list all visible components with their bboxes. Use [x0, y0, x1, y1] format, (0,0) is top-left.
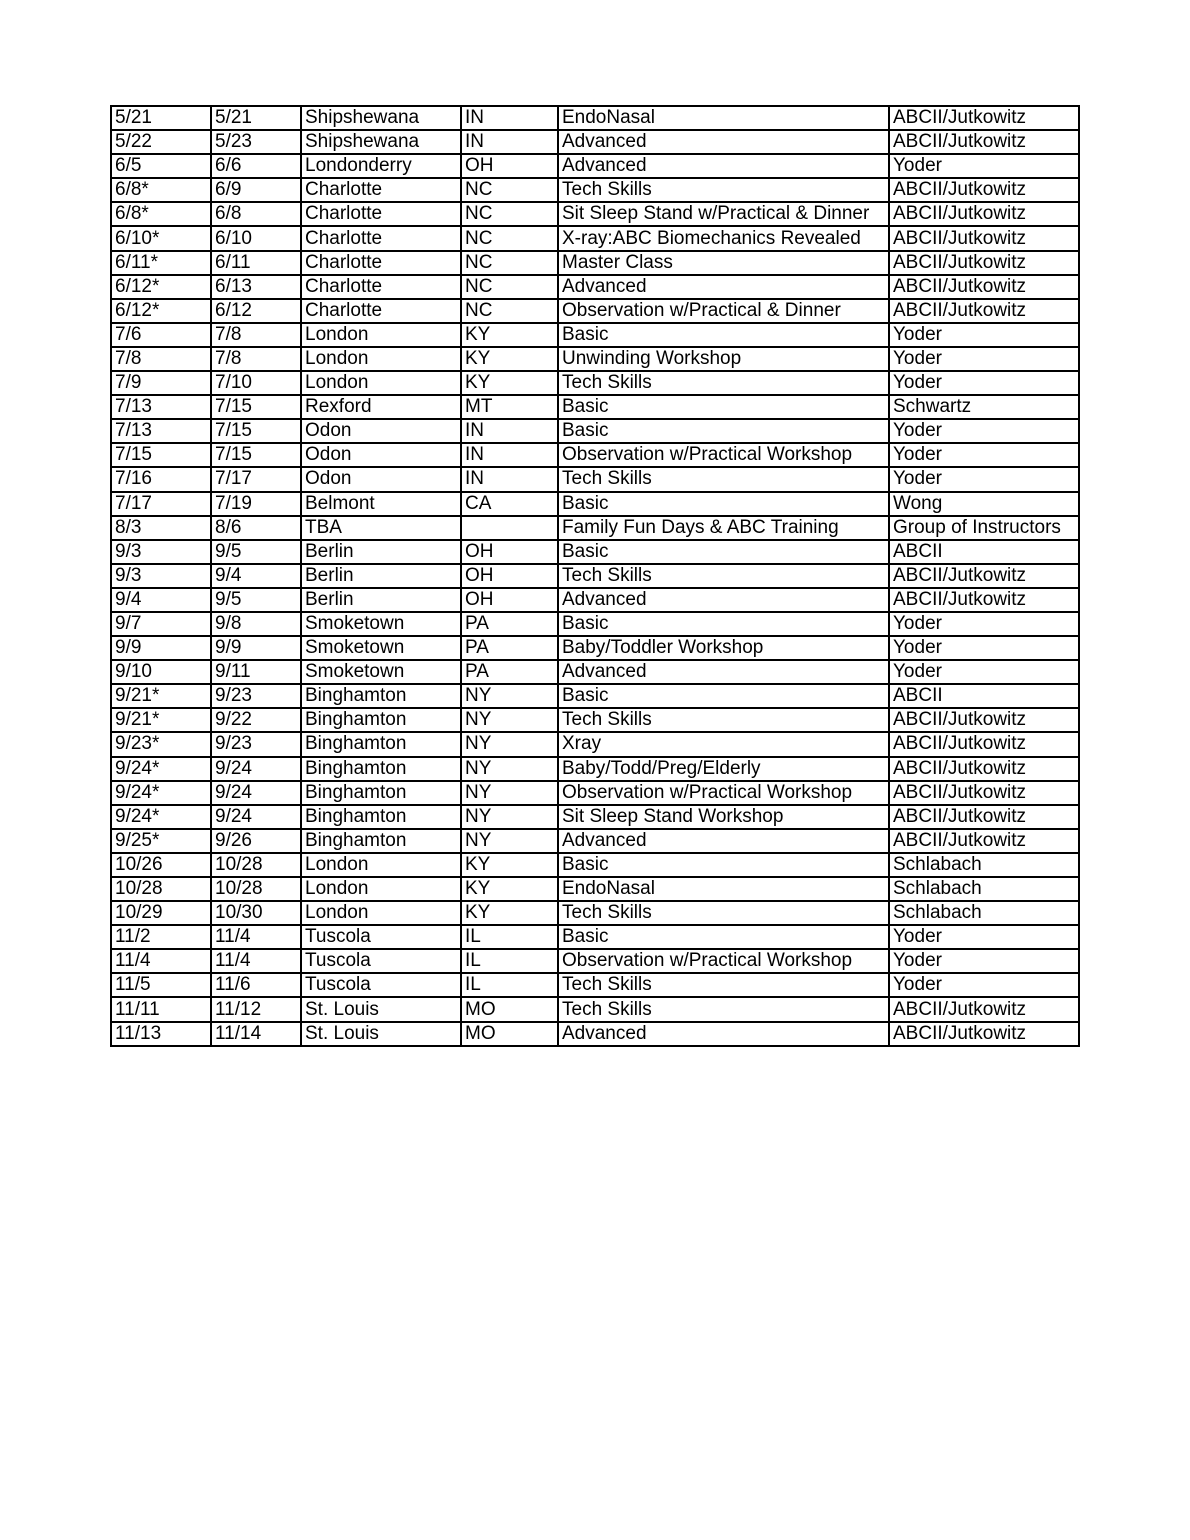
end-date-cell: 7/8: [211, 323, 301, 347]
start-date-cell: 9/3: [111, 564, 211, 588]
table-row: [111, 347, 1079, 371]
instructor-cell: ABCII/Jutkowitz: [889, 202, 1079, 226]
course-cell: Basic: [558, 612, 889, 636]
course-cell: Advanced: [558, 275, 889, 299]
state-cell: KY: [461, 853, 558, 877]
start-date-cell: 11/11: [111, 997, 211, 1021]
state-cell: NC: [461, 251, 558, 275]
course-cell: Master Class: [558, 251, 889, 275]
city-cell: St. Louis: [301, 997, 461, 1021]
instructor-cell: Yoder: [889, 154, 1079, 178]
state-cell: CA: [461, 492, 558, 516]
state-cell: KY: [461, 323, 558, 347]
city-cell: Binghamton: [301, 732, 461, 756]
start-date-cell: 7/8: [111, 347, 211, 371]
instructor-cell: ABCII/Jutkowitz: [889, 757, 1079, 781]
start-date-cell: 9/3: [111, 540, 211, 564]
course-cell: Tech Skills: [558, 901, 889, 925]
instructor-cell: Schlabach: [889, 877, 1079, 901]
city-cell: Tuscola: [301, 973, 461, 997]
instructor-cell: Yoder: [889, 371, 1079, 395]
table-row: [111, 202, 1079, 226]
start-date-cell: 9/7: [111, 612, 211, 636]
city-cell: Tuscola: [301, 949, 461, 973]
instructor-cell: Schlabach: [889, 853, 1079, 877]
end-date-cell: 7/15: [211, 419, 301, 443]
end-date-cell: 7/8: [211, 347, 301, 371]
state-cell: NY: [461, 781, 558, 805]
end-date-cell: 6/13: [211, 275, 301, 299]
course-cell: Basic: [558, 492, 889, 516]
start-date-cell: 11/4: [111, 949, 211, 973]
end-date-cell: 7/17: [211, 467, 301, 491]
table-row: [111, 877, 1079, 901]
course-cell: Observation w/Practical Workshop: [558, 949, 889, 973]
table-row: [111, 226, 1079, 250]
state-cell: NC: [461, 202, 558, 226]
table-row: [111, 130, 1079, 154]
city-cell: Berlin: [301, 540, 461, 564]
instructor-cell: Group of Instructors: [889, 516, 1079, 540]
state-cell: OH: [461, 540, 558, 564]
course-cell: Basic: [558, 684, 889, 708]
start-date-cell: 9/9: [111, 636, 211, 660]
city-cell: Charlotte: [301, 178, 461, 202]
instructor-cell: Schwartz: [889, 395, 1079, 419]
state-cell: PA: [461, 612, 558, 636]
end-date-cell: 9/24: [211, 781, 301, 805]
city-cell: London: [301, 877, 461, 901]
end-date-cell: 11/12: [211, 997, 301, 1021]
start-date-cell: 5/21: [111, 106, 211, 130]
course-cell: Advanced: [558, 829, 889, 853]
start-date-cell: 6/8*: [111, 178, 211, 202]
start-date-cell: 7/13: [111, 419, 211, 443]
start-date-cell: 9/24*: [111, 805, 211, 829]
course-cell: Baby/Todd/Preg/Elderly: [558, 757, 889, 781]
instructor-cell: Yoder: [889, 949, 1079, 973]
state-cell: NY: [461, 684, 558, 708]
end-date-cell: 8/6: [211, 516, 301, 540]
end-date-cell: 9/24: [211, 757, 301, 781]
end-date-cell: 10/28: [211, 853, 301, 877]
start-date-cell: 11/13: [111, 1022, 211, 1046]
end-date-cell: 6/12: [211, 299, 301, 323]
course-cell: EndoNasal: [558, 877, 889, 901]
instructor-cell: Schlabach: [889, 901, 1079, 925]
end-date-cell: 11/6: [211, 973, 301, 997]
city-cell: Binghamton: [301, 684, 461, 708]
start-date-cell: 6/10*: [111, 226, 211, 250]
course-cell: Tech Skills: [558, 178, 889, 202]
end-date-cell: 9/8: [211, 612, 301, 636]
table-row: [111, 516, 1079, 540]
start-date-cell: 7/16: [111, 467, 211, 491]
city-cell: Belmont: [301, 492, 461, 516]
city-cell: TBA: [301, 516, 461, 540]
end-date-cell: 9/5: [211, 588, 301, 612]
state-cell: NY: [461, 708, 558, 732]
table-row: [111, 684, 1079, 708]
course-cell: Xray: [558, 732, 889, 756]
table-row: [111, 781, 1079, 805]
course-cell: Basic: [558, 395, 889, 419]
end-date-cell: 10/28: [211, 877, 301, 901]
end-date-cell: 11/4: [211, 925, 301, 949]
instructor-cell: ABCII/Jutkowitz: [889, 997, 1079, 1021]
start-date-cell: 7/9: [111, 371, 211, 395]
city-cell: Binghamton: [301, 781, 461, 805]
course-cell: Basic: [558, 853, 889, 877]
city-cell: Odon: [301, 467, 461, 491]
city-cell: Smoketown: [301, 660, 461, 684]
city-cell: London: [301, 347, 461, 371]
city-cell: London: [301, 371, 461, 395]
table-row: [111, 492, 1079, 516]
table-row: [111, 154, 1079, 178]
table-row: [111, 805, 1079, 829]
instructor-cell: ABCII/Jutkowitz: [889, 732, 1079, 756]
end-date-cell: 7/15: [211, 395, 301, 419]
state-cell: KY: [461, 901, 558, 925]
state-cell: IN: [461, 443, 558, 467]
start-date-cell: 11/5: [111, 973, 211, 997]
city-cell: Shipshewana: [301, 106, 461, 130]
course-cell: Observation w/Practical Workshop: [558, 781, 889, 805]
instructor-cell: Yoder: [889, 612, 1079, 636]
city-cell: Odon: [301, 443, 461, 467]
state-cell: MT: [461, 395, 558, 419]
instructor-cell: ABCII/Jutkowitz: [889, 130, 1079, 154]
end-date-cell: 9/26: [211, 829, 301, 853]
schedule-table-body: [111, 106, 1079, 1046]
state-cell: NC: [461, 275, 558, 299]
start-date-cell: 10/26: [111, 853, 211, 877]
start-date-cell: 7/15: [111, 443, 211, 467]
course-cell: X-ray:ABC Biomechanics Revealed: [558, 226, 889, 250]
city-cell: London: [301, 901, 461, 925]
table-row: [111, 660, 1079, 684]
table-row: [111, 251, 1079, 275]
instructor-cell: ABCII/Jutkowitz: [889, 275, 1079, 299]
start-date-cell: 6/8*: [111, 202, 211, 226]
state-cell: IL: [461, 973, 558, 997]
state-cell: IN: [461, 106, 558, 130]
city-cell: Berlin: [301, 564, 461, 588]
start-date-cell: 10/28: [111, 877, 211, 901]
city-cell: Smoketown: [301, 612, 461, 636]
table-row: [111, 564, 1079, 588]
end-date-cell: 5/21: [211, 106, 301, 130]
end-date-cell: 9/11: [211, 660, 301, 684]
end-date-cell: 9/23: [211, 732, 301, 756]
start-date-cell: 7/13: [111, 395, 211, 419]
instructor-cell: Yoder: [889, 419, 1079, 443]
instructor-cell: Yoder: [889, 323, 1079, 347]
course-cell: Basic: [558, 925, 889, 949]
state-cell: IN: [461, 419, 558, 443]
schedule-table: [110, 105, 1080, 1047]
instructor-cell: ABCII/Jutkowitz: [889, 299, 1079, 323]
start-date-cell: 10/29: [111, 901, 211, 925]
start-date-cell: 9/23*: [111, 732, 211, 756]
city-cell: London: [301, 853, 461, 877]
table-row: [111, 901, 1079, 925]
city-cell: Binghamton: [301, 829, 461, 853]
state-cell: NY: [461, 757, 558, 781]
table-row: [111, 395, 1079, 419]
course-cell: Basic: [558, 323, 889, 347]
instructor-cell: ABCII/Jutkowitz: [889, 251, 1079, 275]
state-cell: IL: [461, 949, 558, 973]
end-date-cell: 6/11: [211, 251, 301, 275]
instructor-cell: ABCII/Jutkowitz: [889, 588, 1079, 612]
instructor-cell: ABCII/Jutkowitz: [889, 708, 1079, 732]
start-date-cell: 9/21*: [111, 684, 211, 708]
city-cell: Odon: [301, 419, 461, 443]
instructor-cell: Yoder: [889, 347, 1079, 371]
city-cell: Charlotte: [301, 275, 461, 299]
end-date-cell: 9/24: [211, 805, 301, 829]
state-cell: OH: [461, 154, 558, 178]
course-cell: Basic: [558, 419, 889, 443]
start-date-cell: 9/4: [111, 588, 211, 612]
end-date-cell: 9/22: [211, 708, 301, 732]
end-date-cell: 7/19: [211, 492, 301, 516]
start-date-cell: 6/5: [111, 154, 211, 178]
table-row: [111, 540, 1079, 564]
instructor-cell: Yoder: [889, 636, 1079, 660]
city-cell: Charlotte: [301, 299, 461, 323]
state-cell: NY: [461, 732, 558, 756]
course-cell: Tech Skills: [558, 708, 889, 732]
state-cell: MO: [461, 1022, 558, 1046]
city-cell: Berlin: [301, 588, 461, 612]
end-date-cell: 11/4: [211, 949, 301, 973]
course-cell: Basic: [558, 540, 889, 564]
start-date-cell: 9/24*: [111, 757, 211, 781]
city-cell: London: [301, 323, 461, 347]
table-row: [111, 973, 1079, 997]
course-cell: Tech Skills: [558, 564, 889, 588]
start-date-cell: 9/10: [111, 660, 211, 684]
course-cell: Advanced: [558, 154, 889, 178]
instructor-cell: ABCII/Jutkowitz: [889, 781, 1079, 805]
instructor-cell: ABCII/Jutkowitz: [889, 106, 1079, 130]
table-row: [111, 299, 1079, 323]
state-cell: KY: [461, 877, 558, 901]
start-date-cell: 6/12*: [111, 275, 211, 299]
state-cell: OH: [461, 588, 558, 612]
course-cell: Baby/Toddler Workshop: [558, 636, 889, 660]
table-row: [111, 853, 1079, 877]
course-cell: Tech Skills: [558, 973, 889, 997]
instructor-cell: ABCII/Jutkowitz: [889, 1022, 1079, 1046]
city-cell: Binghamton: [301, 805, 461, 829]
state-cell: NY: [461, 829, 558, 853]
state-cell: KY: [461, 347, 558, 371]
table-row: [111, 371, 1079, 395]
end-date-cell: 9/9: [211, 636, 301, 660]
course-cell: Sit Sleep Stand w/Practical & Dinner: [558, 202, 889, 226]
instructor-cell: ABCII/Jutkowitz: [889, 564, 1079, 588]
end-date-cell: 9/23: [211, 684, 301, 708]
instructor-cell: Yoder: [889, 973, 1079, 997]
end-date-cell: 9/4: [211, 564, 301, 588]
city-cell: Smoketown: [301, 636, 461, 660]
state-cell: NY: [461, 805, 558, 829]
city-cell: Tuscola: [301, 925, 461, 949]
state-cell: PA: [461, 660, 558, 684]
instructor-cell: ABCII/Jutkowitz: [889, 805, 1079, 829]
state-cell: NC: [461, 226, 558, 250]
table-row: [111, 757, 1079, 781]
table-row: [111, 275, 1079, 299]
end-date-cell: 6/9: [211, 178, 301, 202]
city-cell: Londonderry: [301, 154, 461, 178]
table-row: [111, 1022, 1079, 1046]
state-cell: OH: [461, 564, 558, 588]
end-date-cell: 9/5: [211, 540, 301, 564]
table-row: [111, 829, 1079, 853]
start-date-cell: 7/17: [111, 492, 211, 516]
end-date-cell: 11/14: [211, 1022, 301, 1046]
course-cell: Tech Skills: [558, 467, 889, 491]
instructor-cell: ABCII/Jutkowitz: [889, 226, 1079, 250]
instructor-cell: ABCII: [889, 540, 1079, 564]
city-cell: Binghamton: [301, 708, 461, 732]
table-row: [111, 949, 1079, 973]
end-date-cell: 5/23: [211, 130, 301, 154]
course-cell: Advanced: [558, 130, 889, 154]
instructor-cell: Wong: [889, 492, 1079, 516]
table-row: [111, 467, 1079, 491]
city-cell: St. Louis: [301, 1022, 461, 1046]
table-row: [111, 636, 1079, 660]
state-cell: [461, 516, 558, 540]
end-date-cell: 7/15: [211, 443, 301, 467]
table-row: [111, 419, 1079, 443]
state-cell: IL: [461, 925, 558, 949]
course-cell: Advanced: [558, 660, 889, 684]
city-cell: Rexford: [301, 395, 461, 419]
table-row: [111, 732, 1079, 756]
state-cell: IN: [461, 130, 558, 154]
instructor-cell: Yoder: [889, 925, 1079, 949]
start-date-cell: 5/22: [111, 130, 211, 154]
state-cell: NC: [461, 299, 558, 323]
course-cell: Tech Skills: [558, 371, 889, 395]
course-cell: Unwinding Workshop: [558, 347, 889, 371]
instructor-cell: Yoder: [889, 467, 1079, 491]
city-cell: Binghamton: [301, 757, 461, 781]
table-row: [111, 925, 1079, 949]
table-row: [111, 708, 1079, 732]
start-date-cell: 7/6: [111, 323, 211, 347]
course-cell: Family Fun Days & ABC Training: [558, 516, 889, 540]
city-cell: Charlotte: [301, 202, 461, 226]
course-cell: Observation w/Practical Workshop: [558, 443, 889, 467]
course-cell: Tech Skills: [558, 997, 889, 1021]
start-date-cell: 11/2: [111, 925, 211, 949]
table-row: [111, 997, 1079, 1021]
start-date-cell: 6/11*: [111, 251, 211, 275]
course-cell: Advanced: [558, 1022, 889, 1046]
end-date-cell: 10/30: [211, 901, 301, 925]
table-row: [111, 443, 1079, 467]
city-cell: Charlotte: [301, 226, 461, 250]
state-cell: NC: [461, 178, 558, 202]
start-date-cell: 9/21*: [111, 708, 211, 732]
start-date-cell: 6/12*: [111, 299, 211, 323]
course-cell: Observation w/Practical & Dinner: [558, 299, 889, 323]
end-date-cell: 6/8: [211, 202, 301, 226]
course-cell: Sit Sleep Stand Workshop: [558, 805, 889, 829]
city-cell: Shipshewana: [301, 130, 461, 154]
start-date-cell: 9/25*: [111, 829, 211, 853]
instructor-cell: Yoder: [889, 443, 1079, 467]
table-row: [111, 588, 1079, 612]
table-row: [111, 106, 1079, 130]
instructor-cell: ABCII: [889, 684, 1079, 708]
course-cell: Advanced: [558, 588, 889, 612]
table-row: [111, 612, 1079, 636]
table-row: [111, 323, 1079, 347]
end-date-cell: 6/6: [211, 154, 301, 178]
start-date-cell: 9/24*: [111, 781, 211, 805]
table-row: [111, 178, 1079, 202]
state-cell: MO: [461, 997, 558, 1021]
instructor-cell: ABCII/Jutkowitz: [889, 178, 1079, 202]
end-date-cell: 6/10: [211, 226, 301, 250]
city-cell: Charlotte: [301, 251, 461, 275]
instructor-cell: ABCII/Jutkowitz: [889, 829, 1079, 853]
state-cell: IN: [461, 467, 558, 491]
instructor-cell: Yoder: [889, 660, 1079, 684]
course-cell: EndoNasal: [558, 106, 889, 130]
state-cell: KY: [461, 371, 558, 395]
end-date-cell: 7/10: [211, 371, 301, 395]
start-date-cell: 8/3: [111, 516, 211, 540]
state-cell: PA: [461, 636, 558, 660]
